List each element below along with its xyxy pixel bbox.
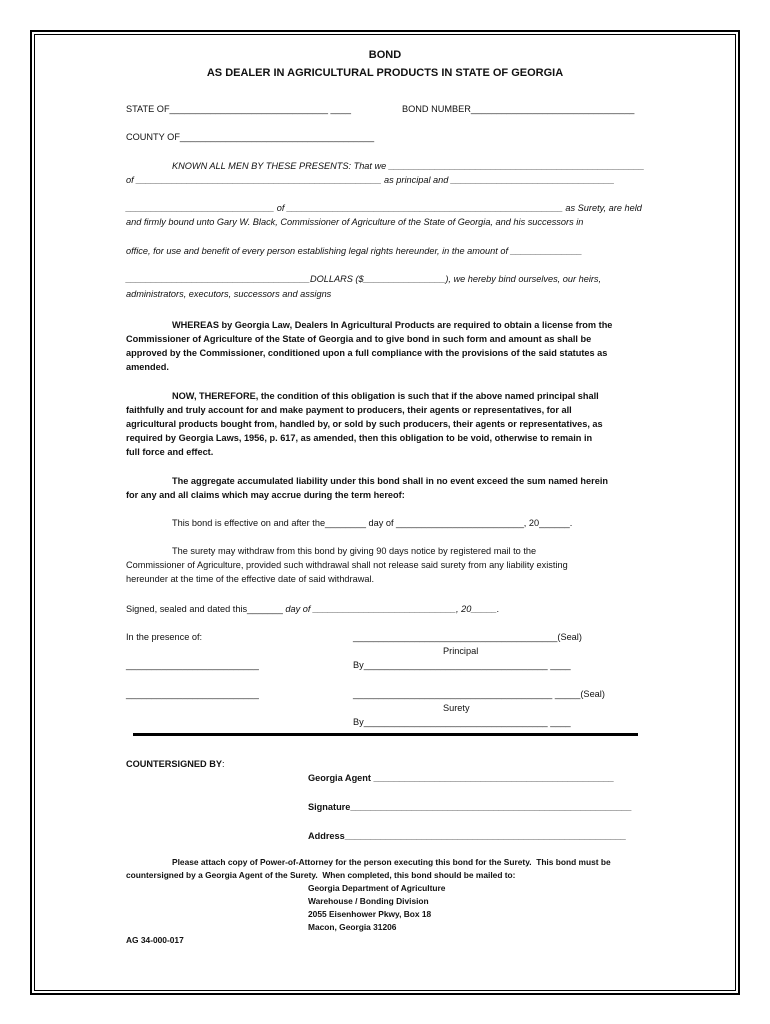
principal-by-line[interactable]: By____________________________________ ____: [353, 660, 571, 670]
known-line-2[interactable]: of ________________________________________________ as principal and ________________________________: [126, 175, 615, 185]
signed-month-year-field[interactable]: day of ____________________________, 20_____.: [282, 604, 500, 614]
in-presence-label: In the presence of:: [126, 632, 203, 642]
attach-line-1: Please attach copy of Power-of-Attorney for the person executing this bond for the Surety. This bond must be: [172, 857, 611, 867]
address-field[interactable]: Address_______________________________________________________: [308, 831, 626, 841]
mailing-line-4: Macon, Georgia 31206: [308, 922, 397, 932]
whereas-line-3: approved by the Commissioner, conditioned upon a full compliance with the provisions of the said statutes as: [126, 348, 608, 358]
whereas-line-4: amended.: [126, 362, 169, 372]
bond-number-field[interactable]: BOND NUMBER________________________________: [402, 104, 635, 114]
title-subtitle: AS DEALER IN AGRICULTURAL PRODUCTS IN STATE OF GEORGIA: [206, 67, 564, 79]
attach-line-2: countersigned by a Georgia Agent of the Surety. When completed, this bond should be mailed to:: [126, 870, 516, 880]
withdraw-line-1: The surety may withdraw from this bond by giving 90 days notice by registered mail to the: [172, 546, 537, 556]
countersigned-heading: [126, 758, 225, 770]
principal-seal-line[interactable]: ________________________________________(Seal): [353, 632, 582, 642]
now-therefore-line-5: full force and effect.: [126, 447, 214, 457]
title-bond: BOND: [368, 49, 402, 61]
dollars-line-2: administrators, executors, successors and assigns: [126, 289, 332, 299]
surety-by-line[interactable]: By____________________________________ ____: [353, 717, 571, 727]
section-divider: [133, 733, 638, 736]
countersigned-label: COUNTERSIGNED BY: [126, 759, 222, 769]
county-of-field[interactable]: COUNTY OF______________________________________: [126, 132, 375, 142]
surety-seal-line[interactable]: _______________________________________ _____(Seal): [353, 689, 605, 699]
principal-label: Principal: [443, 646, 479, 656]
witness-line-1[interactable]: __________________________: [126, 660, 259, 670]
mailing-line-1: Georgia Department of Agriculture: [308, 883, 446, 893]
mailing-line-3: 2055 Eisenhower Pkwy, Box 18: [308, 909, 432, 919]
signed-sealed-dated[interactable]: [126, 603, 499, 615]
signed-day-field[interactable]: Signed, sealed and dated this_______: [126, 604, 283, 614]
dollars-line-1[interactable]: ____________________________________DOLLARS ($________________), we hereby bind ourselves, our heirs,: [126, 274, 602, 284]
withdraw-line-3: hereunder at the time of the effective date of said withdrawal.: [126, 574, 375, 584]
effective-date-line[interactable]: This bond is effective on and after the________ day of _________________________, 20______.: [172, 518, 573, 528]
now-therefore-line-2: faithfully and truly account for and make payment to producers, their agents or representatives, for all: [126, 405, 572, 415]
withdraw-line-2: Commissioner of Agriculture, provided such withdrawal shall not release said surety from any liability existing: [126, 560, 568, 570]
mailing-line-2: Warehouse / Bonding Division: [308, 896, 429, 906]
office-line[interactable]: office, for use and benefit of every person establishing legal rights hereunder, in the amount of ______________: [126, 246, 583, 256]
now-therefore-line-3: agricultural products bought from, handled by, or sold by such producers, their agents or representatives, as: [126, 419, 603, 429]
now-therefore-line-4: required by Georgia Laws, 1956, p. 617, as amended, then this obligation to be void, otherwise to remain in: [126, 433, 593, 443]
aggregate-line-2: for any and all claims which may accrue during the term hereof:: [126, 490, 405, 500]
countersigned-colon: :: [221, 759, 225, 769]
whereas-line-1: WHEREAS by Georgia Law, Dealers In Agricultural Products are required to obtain a license from the: [172, 320, 613, 330]
whereas-line-2: Commissioner of Agriculture of the State of Georgia and to give bond in such form and amount as shall be: [126, 334, 592, 344]
aggregate-line-1: The aggregate accumulated liability under this bond shall in no event exceed the sum named herein: [172, 476, 608, 486]
surety-line-2: and firmly bound unto Gary W. Black, Commissioner of Agriculture of the State of Georgia, and his successors in: [126, 217, 584, 227]
georgia-agent-field[interactable]: Georgia Agent _______________________________________________: [308, 773, 614, 783]
surety-line-1[interactable]: _____________________________ of ______________________________________________________ as Surety, are held: [126, 203, 642, 213]
known-line-1[interactable]: KNOWN ALL MEN BY THESE PRESENTS: That we __________________________________________________: [172, 161, 645, 171]
state-of-field[interactable]: STATE OF_______________________________ ____: [126, 104, 351, 114]
form-number: AG 34-000-017: [126, 935, 184, 945]
witness-line-2[interactable]: __________________________: [126, 689, 259, 699]
signature-field[interactable]: Signature_______________________________________________________: [308, 802, 632, 812]
now-therefore-line-1: NOW, THEREFORE, the condition of this obligation is such that if the above named principal shall: [172, 391, 599, 401]
surety-label: Surety: [443, 703, 470, 713]
